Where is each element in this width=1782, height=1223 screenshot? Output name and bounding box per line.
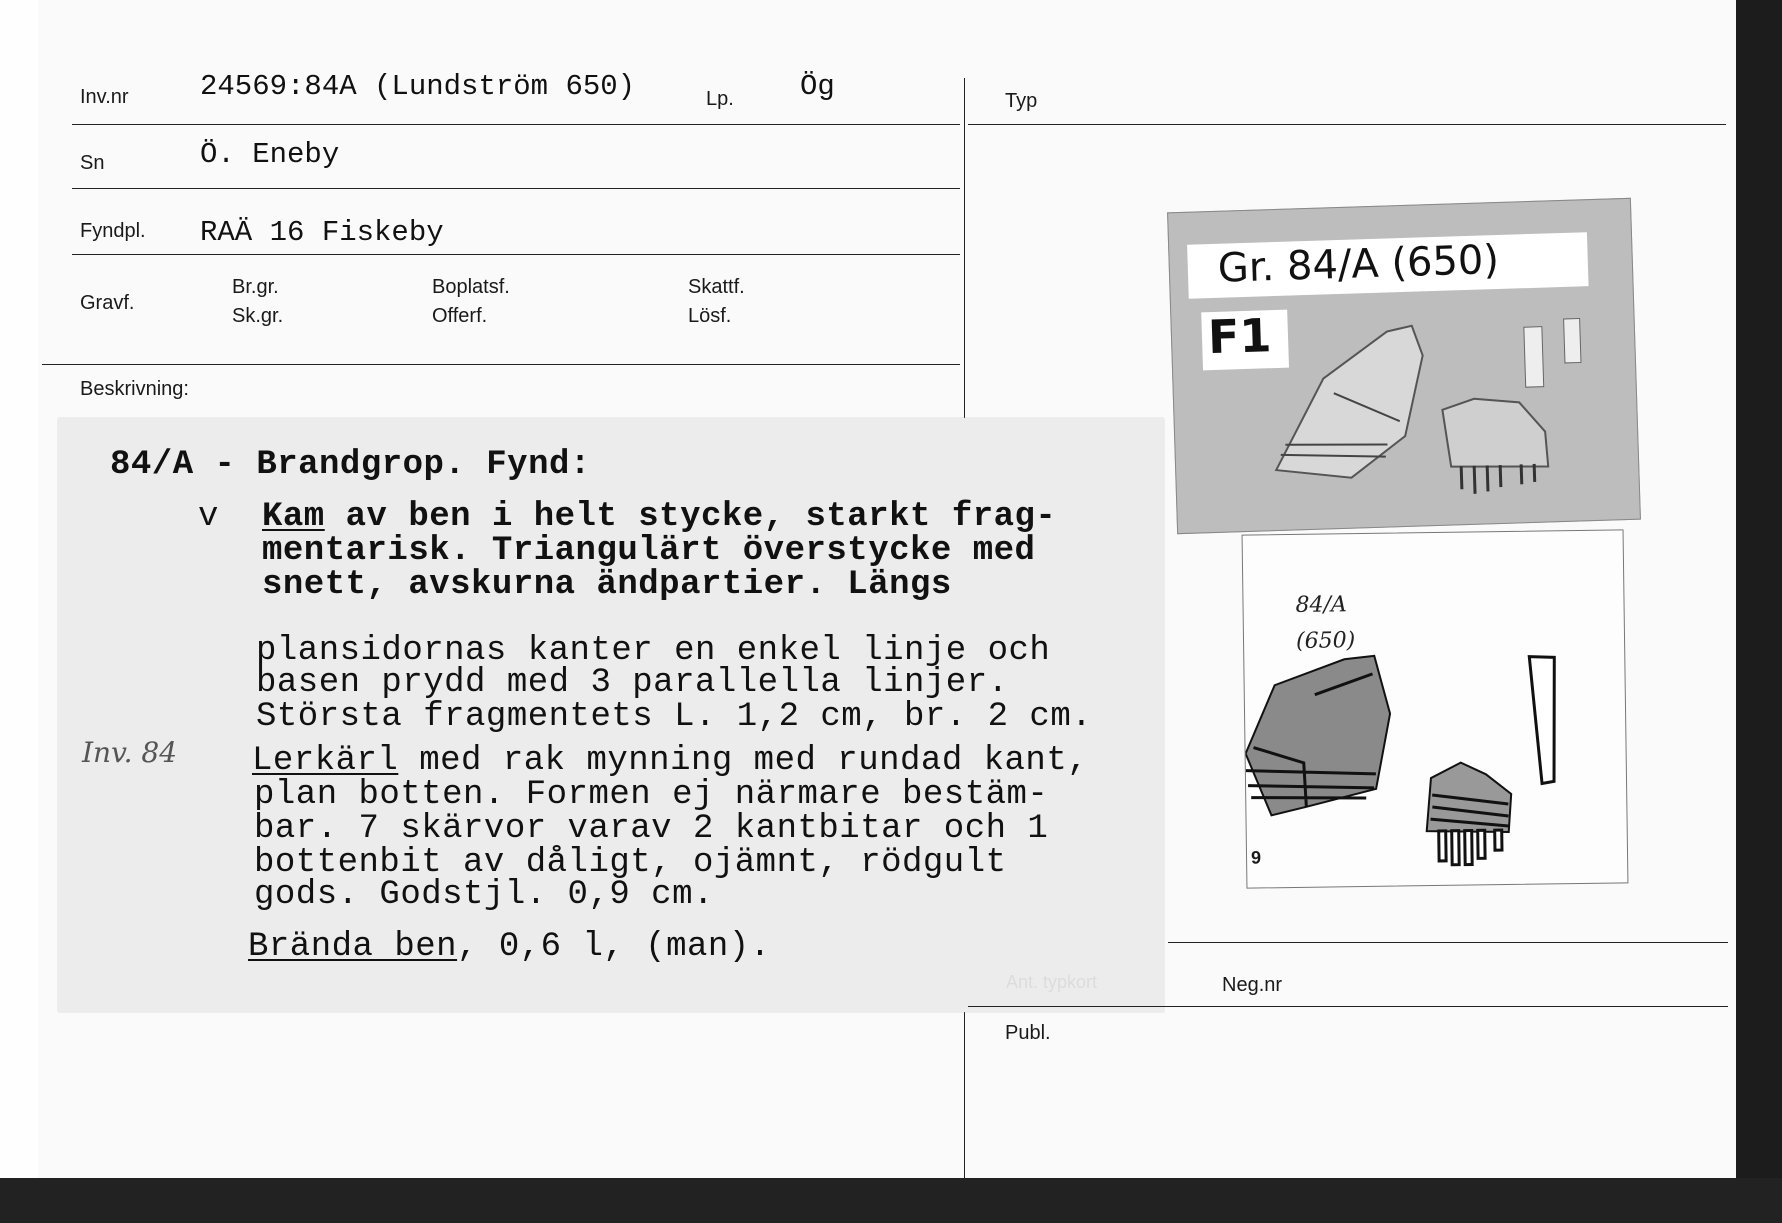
ler-line-1 bbox=[252, 742, 1088, 780]
description-title: 84/A - Brandgrop. Fynd: bbox=[110, 446, 591, 484]
divider-gravf bbox=[42, 364, 960, 365]
divider-header bbox=[72, 124, 960, 125]
comb-fragments-drawing bbox=[1243, 530, 1628, 887]
divider-typ bbox=[968, 124, 1726, 125]
ler-line-2: plan botten. Formen ej närmare bestäm- bbox=[254, 776, 1049, 814]
publ-label: Publ. bbox=[1005, 1022, 1051, 1044]
ler-line-3: bar. 7 skärvor varav 2 kantbitar och 1 bbox=[254, 810, 1049, 848]
scan-margin-left bbox=[0, 0, 38, 1223]
divider-neg bbox=[1168, 942, 1728, 943]
divider-fyndpl bbox=[72, 254, 960, 255]
kam-line-1-text: av ben i helt stycke, starkt frag- bbox=[324, 498, 1057, 536]
scan-border-bottom bbox=[0, 1178, 1782, 1223]
ler-line-5: gods. Godstjl. 0,9 cm. bbox=[254, 876, 714, 914]
kam-line-3: snett, avskurna ändpartier. Längs bbox=[262, 566, 952, 604]
ghost-typkort-text: Ant. typkort bbox=[1006, 972, 1098, 992]
ben-line bbox=[248, 928, 771, 966]
ler-term: Lerkärl bbox=[252, 742, 399, 780]
inv-nr-label: Inv.nr bbox=[80, 86, 129, 108]
kam-line-5: basen prydd med 3 parallella linjer. bbox=[256, 664, 1009, 702]
lp-value: Ög bbox=[800, 70, 835, 103]
comb-fragments-photo bbox=[1168, 199, 1640, 533]
photo-tag-text: F1 bbox=[1207, 308, 1273, 365]
artifact-drawing bbox=[1242, 529, 1629, 888]
drawing-label-top: 84/A bbox=[1295, 592, 1348, 618]
sn-value: Ö. Eneby bbox=[200, 138, 340, 171]
offerf-label: Offerf. bbox=[432, 305, 488, 327]
sn-label: Sn bbox=[80, 152, 105, 174]
fyndpl-label: Fyndpl. bbox=[80, 220, 146, 242]
inv-nr-value: 24569:84A (Lundström 650) bbox=[200, 70, 636, 103]
losf-label: Lösf. bbox=[688, 305, 732, 327]
gravf-label: Gravf. bbox=[80, 292, 135, 314]
artifact-photo bbox=[1167, 198, 1641, 534]
kam-term: Kam bbox=[262, 498, 325, 536]
skattf-label: Skattf. bbox=[688, 276, 745, 298]
kam-line-4: plansidornas kanter en enkel linje och bbox=[256, 632, 1051, 670]
kam-line-1 bbox=[262, 498, 1056, 536]
boplatsf-label: Boplatsf. bbox=[432, 276, 510, 298]
photo-label-text: Gr. 84/A (650) bbox=[1217, 236, 1500, 292]
scan-border-right bbox=[1736, 0, 1782, 1223]
fyndpl-value: RAÄ 16 Fiskeby bbox=[200, 216, 444, 249]
inv-handwritten-note: Inv. 84 bbox=[82, 736, 178, 769]
divider-publ bbox=[968, 1006, 1728, 1007]
neg-nr-label: Neg.nr bbox=[1222, 974, 1283, 996]
kam-line-6: Största fragmentets L. 1,2 cm, br. 2 cm. bbox=[256, 698, 1093, 736]
figure-number: 9 bbox=[1250, 847, 1262, 868]
beskrivning-label: Beskrivning: bbox=[80, 378, 189, 400]
ler-line-1-text: med rak mynning med rundad kant, bbox=[398, 742, 1089, 780]
lp-label: Lp. bbox=[706, 88, 734, 110]
check-mark: v bbox=[198, 498, 219, 536]
kam-line-2: mentarisk. Triangulärt överstycke med bbox=[262, 532, 1036, 570]
ben-line-text: , 0,6 l, (man). bbox=[457, 928, 771, 966]
typ-label: Typ bbox=[1005, 90, 1038, 112]
drawing-label-bottom: (650) bbox=[1295, 628, 1356, 654]
skgr-label: Sk.gr. bbox=[232, 305, 284, 327]
ben-term: Brända ben bbox=[248, 928, 458, 966]
divider-sn bbox=[72, 188, 960, 189]
brgr-label: Br.gr. bbox=[232, 276, 279, 298]
ler-line-4: bottenbit av dåligt, ojämnt, rödgult bbox=[254, 844, 1007, 882]
